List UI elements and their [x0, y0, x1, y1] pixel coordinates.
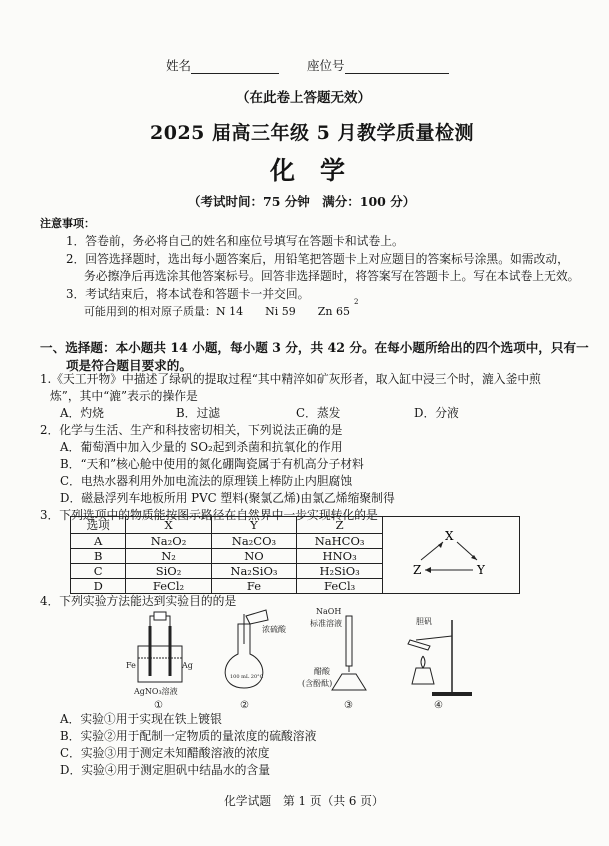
table-cell: NO [211, 549, 297, 564]
table-header: 选项 [71, 517, 126, 534]
table-cell: SiO₂ [126, 564, 211, 579]
name-label: 姓名 [166, 58, 192, 73]
atomic-masses: 可能用到的相对原子质量：N 14 Ni 59 Zn 65 [84, 305, 350, 318]
test-tube [408, 640, 430, 650]
conversion-diagram-cell [382, 517, 519, 594]
diagram-label-z: Z [412, 563, 422, 577]
table-cell: A [71, 534, 126, 549]
q1-stem: 1.《天工开物》中描述了绿矾的提取过程“其中精淬如矿灰形者，取入缸中浸三个时，漉入釜中煎 [40, 372, 541, 386]
arrowhead [425, 567, 431, 573]
diagram-label-y: Y [476, 563, 485, 577]
name-blank [191, 59, 279, 74]
subject-title: 化 学 [270, 156, 346, 185]
clamp-arm [416, 636, 452, 640]
ag-label: Ag [182, 661, 193, 670]
alcohol-lamp [412, 668, 434, 684]
q4-option-b: B．实验②用于配制一定物质的量浓度的硫酸溶液 [60, 729, 317, 743]
note-item: 务必擦净后再选涂其他答案标号。回答非选择题时，将答案写在答题卡上。写在本试卷上无效。 [84, 269, 580, 283]
q1-option-d: D．分液 [414, 406, 459, 420]
section-heading-cont: 项是符合题目要求的。 [66, 358, 192, 373]
table-cell: H₂SiO₃ [297, 564, 383, 579]
table-cell: Na₂CO₃ [211, 534, 297, 549]
arrowhead [438, 542, 443, 548]
electroplating-apparatus [126, 612, 193, 710]
q2-option-a: A．葡萄酒中加入少量的 SO₂起到杀菌和抗氧化的作用 [60, 440, 343, 454]
alum-label: 胆矾 [416, 617, 432, 626]
table-header: Z [297, 517, 383, 534]
table-header: X [126, 517, 211, 534]
notes-heading: 注意事项： [40, 217, 95, 230]
table-cell: N₂ [126, 549, 211, 564]
page-mark: 2 [354, 298, 359, 306]
conversion-diagram [383, 518, 519, 592]
burette [346, 616, 352, 666]
power-source [154, 612, 166, 620]
q2-option-b: B．“天和”核心舱中使用的氮化硼陶瓷属于有机高分子材料 [60, 457, 364, 471]
beaker-pouring [246, 610, 268, 624]
naoh-label: NaOH [316, 607, 342, 616]
table-cell: HNO₃ [297, 549, 383, 564]
time-info: （考试时间：75 分钟 满分：100 分） [188, 194, 416, 209]
figure-number: ② [240, 700, 249, 710]
q2-option-c: C．电热水器利用外加电流法的原理镁上棒防止内胆腐蚀 [60, 474, 353, 488]
table-cell: FeCl₂ [126, 579, 211, 594]
fe-label: Fe [126, 661, 136, 670]
q2-option-d: D．磁悬浮列车地板所用 PVC 塑料(聚氯乙烯)由氯乙烯缩聚制得 [60, 491, 395, 505]
table-cell: NaHCO₃ [297, 534, 383, 549]
flask-label: 100 mL 20°C [230, 674, 264, 680]
note-item: 1．答卷前，务必将自己的姓名和座位号填写在答题卡和试卷上。 [66, 234, 404, 248]
seat-label: 座位号 [306, 58, 345, 73]
note-item: 3．考试结束后，将本试卷和答题卡一并交回。 [66, 287, 310, 301]
notice: （在此卷上答题无效） [236, 90, 371, 106]
stand-base [432, 692, 472, 696]
q4-option-d: D．实验④用于测定胆矾中结晶水的含量 [60, 763, 271, 777]
table-header-row [71, 517, 520, 534]
h2so4-label: 浓硫酸 [262, 625, 286, 634]
table-header: Y [211, 517, 297, 534]
table-cell: B [71, 549, 126, 564]
table-cell: D [71, 579, 126, 594]
page-footer: 化学试题 第 1 页（共 6 页） [224, 794, 384, 808]
conical-flask [332, 674, 366, 690]
seat-blank [345, 59, 449, 74]
q4-stem: 4．下列实验方法能达到实验目的的是 [40, 594, 237, 608]
table-cell: FeCl₃ [297, 579, 383, 594]
q1-stem-cont: 炼”，其中“漉”表示的操作是 [50, 389, 198, 403]
flame [421, 656, 425, 668]
table-cell: Fe [211, 579, 297, 594]
figure-number: ③ [344, 700, 353, 710]
diagram-label-x: X [444, 529, 454, 543]
section-heading: 一、选择题：本小题共 14 小题，每小题 3 分，共 42 分。在每小题所给出的四个选项中，只有一 [40, 340, 589, 355]
volumetric-flask-apparatus [225, 610, 287, 710]
q1-option-c: C．蒸发 [296, 406, 341, 420]
q3-options-table [70, 516, 520, 594]
exam-title: 2025 届高三年级 5 月教学质量检测 [150, 122, 474, 144]
acetic-acid-label: 醋酸 [314, 667, 330, 676]
titration-apparatus [302, 607, 366, 710]
q1-option-a: A．灼烧 [60, 406, 104, 420]
table-cell: C [71, 564, 126, 579]
beaker [138, 646, 182, 682]
indicator-label: (含酚酞) [302, 679, 333, 688]
agno3-label: AgNO₃溶液 [134, 687, 178, 696]
figure-number: ① [154, 700, 163, 710]
q4-option-a: A．实验①用于实现在铁上镀银 [60, 712, 222, 726]
heating-apparatus [408, 617, 472, 710]
note-item: 2．回答选择题时，选出每小题答案后，用铅笔把答题卡上对应题目的答案标号涂黑。如需改动， [66, 252, 569, 266]
table-cell: Na₂O₂ [126, 534, 211, 549]
name-field-row [166, 58, 449, 74]
figure-number: ④ [434, 700, 443, 710]
q4-apparatus-figures [110, 606, 480, 710]
q4-option-c: C．实验③用于测定未知醋酸溶液的浓度 [60, 746, 270, 760]
q1-option-b: B．过滤 [176, 406, 221, 420]
q3-stem: 3．下列选项中的物质能按图示路径在自然界中一步实现转化的是 [40, 508, 378, 522]
q2-stem: 2．化学与生活、生产和科技密切相关，下列说法正确的是 [40, 423, 343, 437]
table-cell: Na₂SiO₃ [211, 564, 297, 579]
standard-solution-label: 标准溶液 [310, 619, 342, 628]
